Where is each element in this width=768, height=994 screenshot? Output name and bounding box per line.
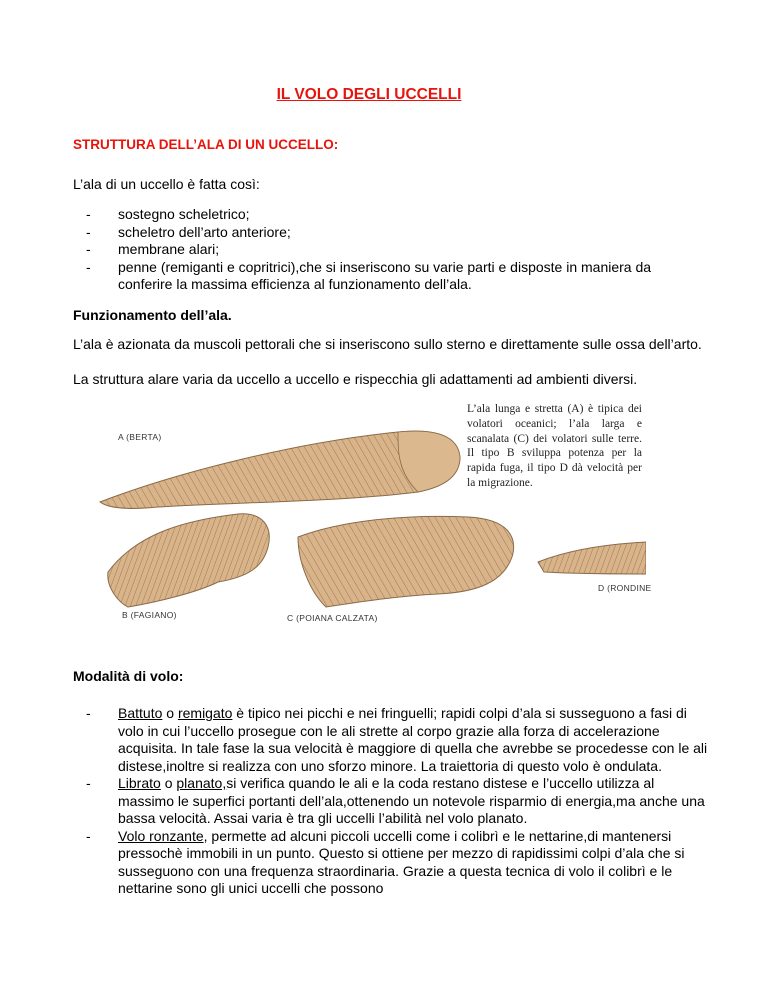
list-item: - Volo ronzante, permette ad alcuni piccoli uccelli come i colibrì e le nettarine,di mantenersi pressochè immobili in un punto. Questo si ottiene per mezzo di rapidissimi colpi d’ala che si susseguono con una frequenza straordinaria. Grazie a questa tecnica di volo il colibrì e le nettarine sono gli unici uccelli che possono — [86, 827, 685, 896]
term-librato: Librato — [118, 775, 161, 791]
list-item: - Battuto o remigato è tipico nei picchi e nei fringuelli; rapidi colpi d’ala si susseguono a fasi di volo in cui l’uccello prosegue con le ali strette al corpo grazie alla forza di accelerazione acquisita. In tale fase la sua velocità è maggiore di quella che avrebbe se procedesse con le ali distese,inoltre si realizza con uno sforzo minore. La traiettoria di questo volo è ondulata. — [86, 705, 708, 774]
flight-list — [73, 705, 713, 898]
list-item: - penne (remiganti e copritrici),che si inseriscono su varie parti e disposte in maniera da conferire la massima efficienza al funzionamento dell’ala. — [86, 258, 652, 292]
wing-label-d: D (RONDINE — [598, 583, 652, 593]
wing-d-shape — [538, 542, 646, 574]
wing-label-c: C (POIANA CALZATA) — [287, 613, 378, 623]
term-remigato: remigato — [177, 705, 233, 721]
list-item: - scheletro dell’arto anteriore; — [86, 223, 291, 240]
term-battuto: Battuto — [118, 705, 163, 721]
figure-caption: L’ala lunga e stretta (A) è tipica dei volatori oceanici; l’ala larga e scanalata (C) dei volatori sulle terre. Il tipo B sviluppa potenza per la rapida fuga, il tipo D dà velocità per la migrazione. — [467, 403, 642, 489]
list-item: - Librato o planato,si verifica quando le ali e la coda restano distese e l’uccello utilizza al massimo le superfici portanti dell’ala,ottenendo un notevole risparmio di energia,ma anche una bassa velocità. Assai varia è tra gli uccelli l’abilità nel volo planato. — [86, 775, 705, 826]
function-text: L’ala è azionata da muscoli pettorali che si inseriscono sullo sterno e direttamente sulle ossa dell’arto. — [73, 336, 702, 352]
term-volo-ronzante: Volo ronzante — [118, 827, 204, 844]
list-item: - membrane alari; — [86, 241, 220, 257]
page-title: IL VOLO DEGLI UCCELLI — [276, 86, 462, 103]
function-heading: Funzionamento dell’ala. — [73, 307, 232, 323]
intro-text: L’ala di un uccello è fatta così: — [73, 176, 260, 192]
flight-heading: Modalità di volo: — [73, 668, 184, 684]
wing-label-a: A (BERTA) — [118, 432, 162, 442]
function-text-2: La struttura alare varia da uccello a uccello e rispecchia gli adattamenti ad ambienti diversi. — [73, 371, 638, 387]
section-heading-structure: STRUTTURA DELL’ALA DI UN UCCELLO: — [73, 137, 339, 152]
structure-list — [73, 206, 703, 294]
wing-c-shape — [298, 516, 514, 607]
list-item: - sostegno scheletrico; — [86, 206, 250, 222]
term-planato: planato, — [176, 775, 227, 791]
wing-b-shape — [108, 514, 269, 607]
wing-label-b: B (FAGIANO) — [122, 610, 177, 620]
